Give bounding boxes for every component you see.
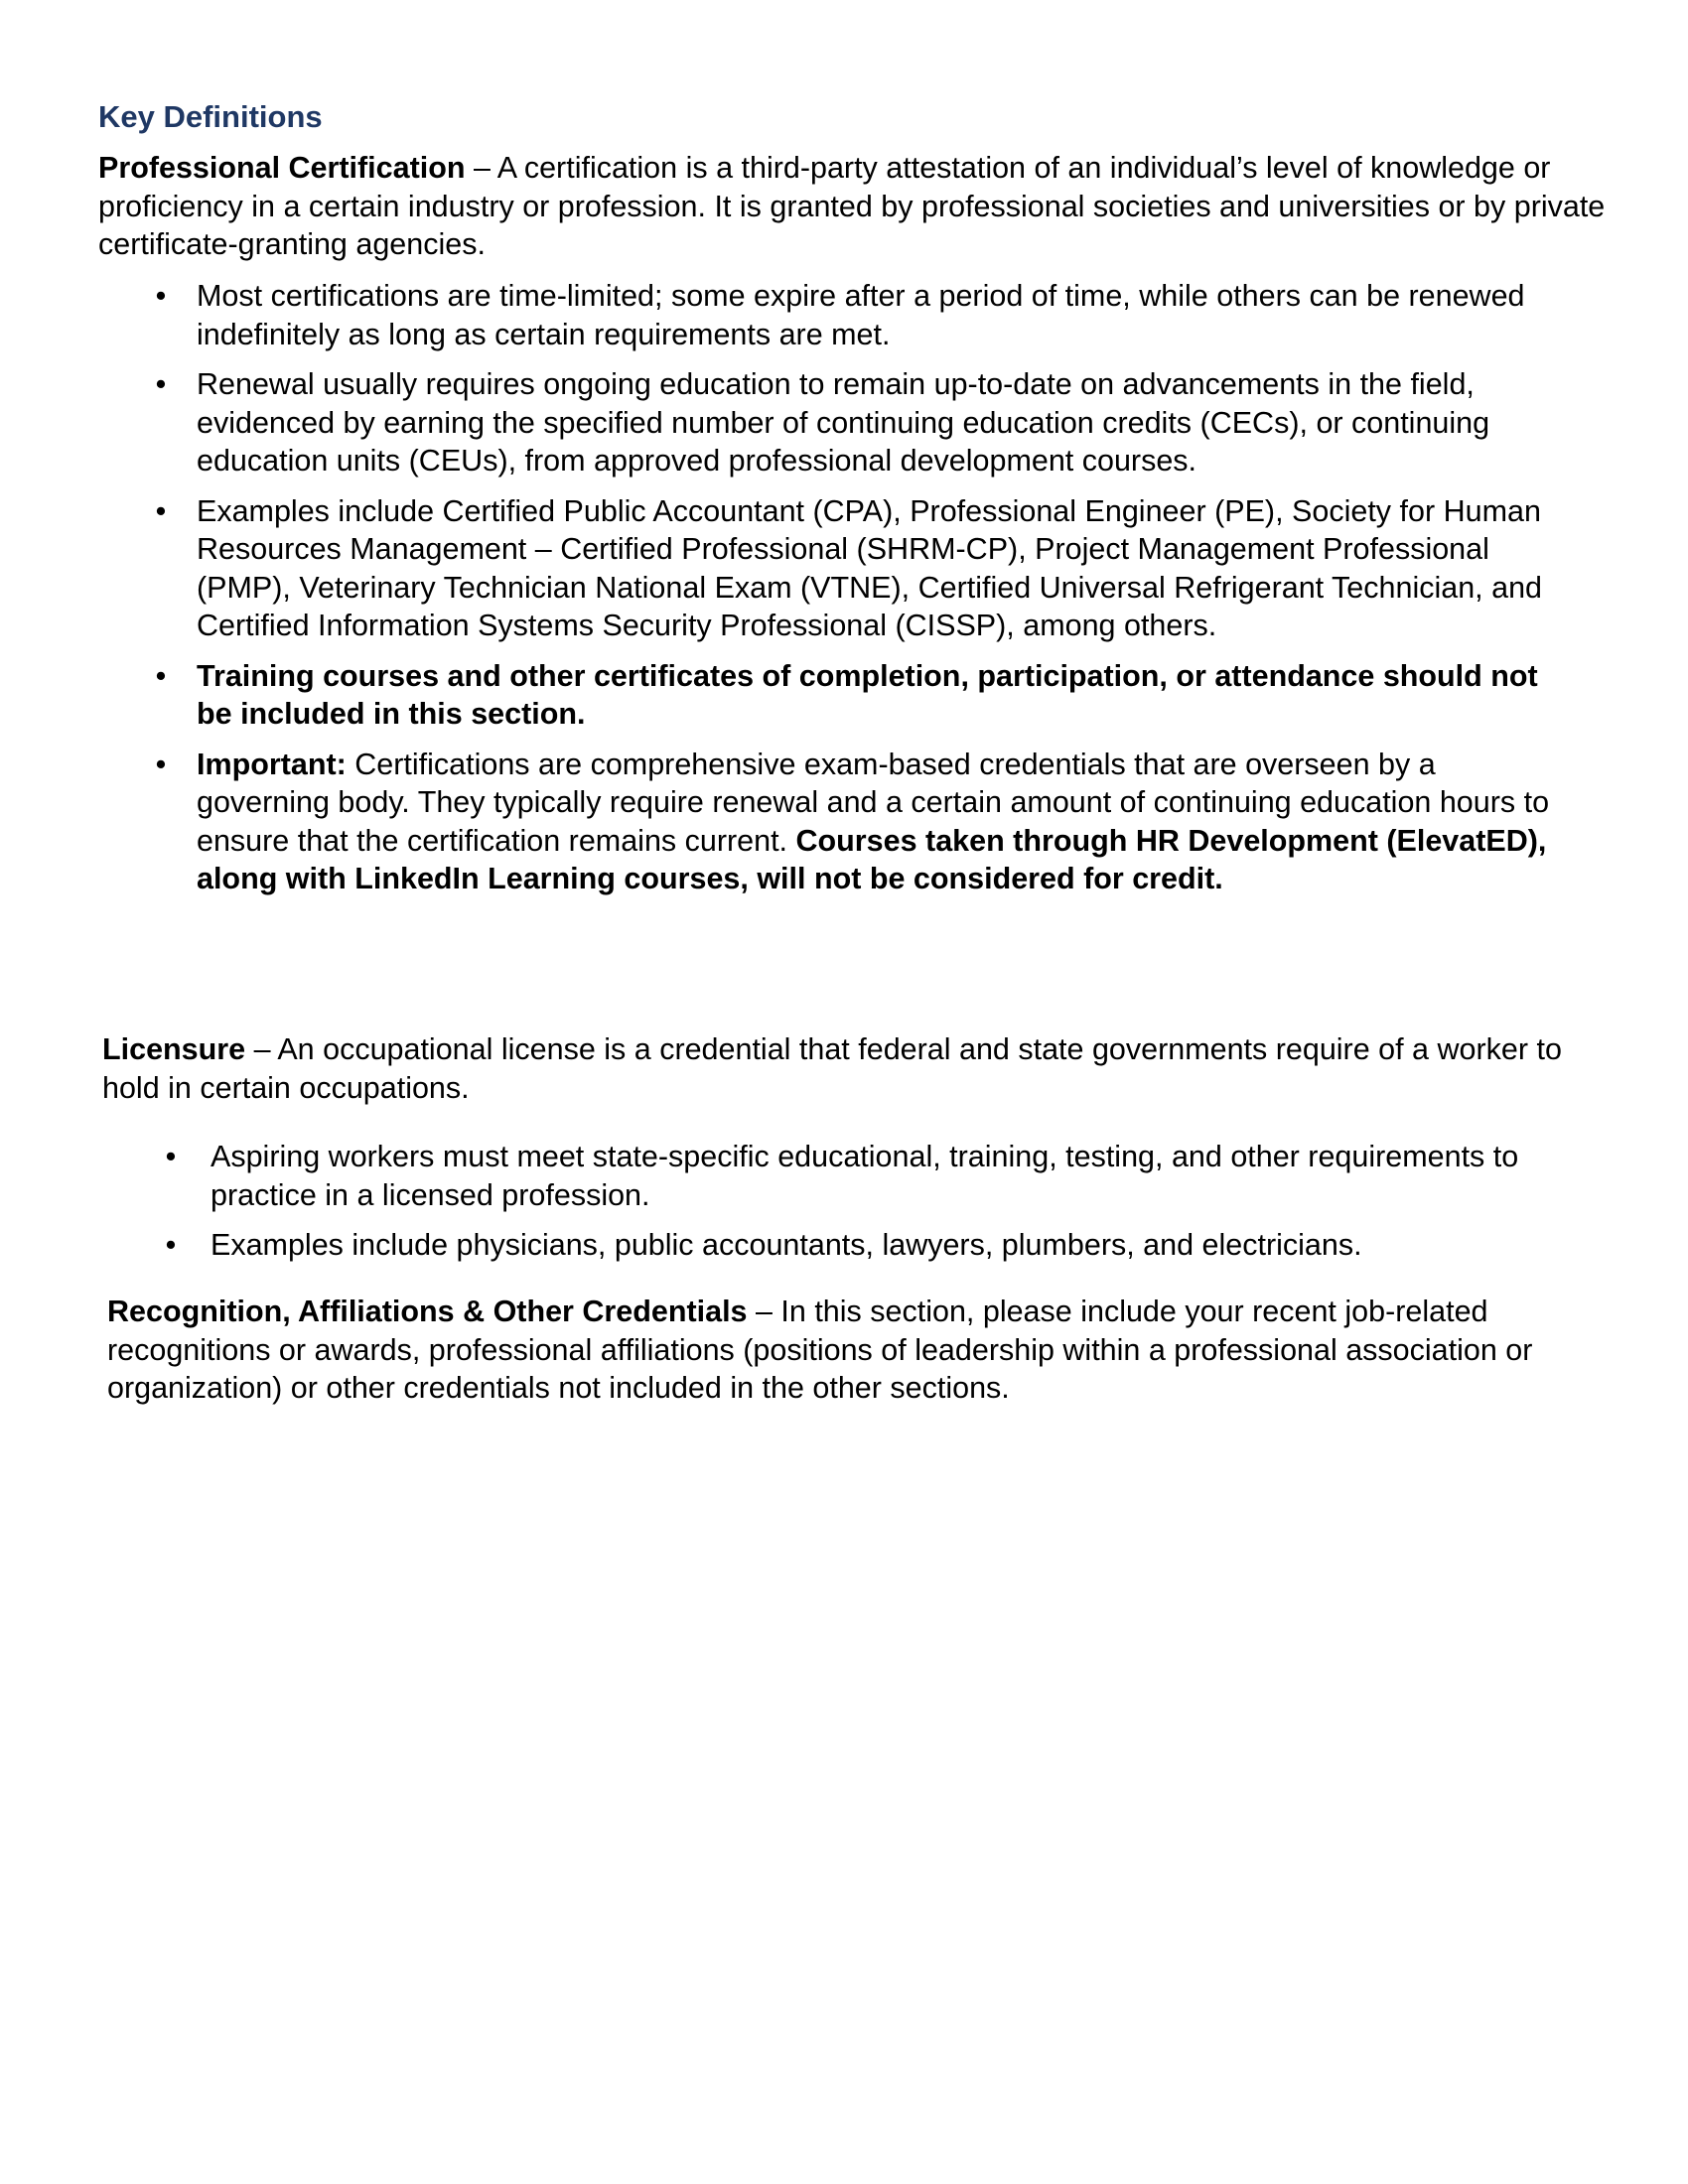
list-item — [98, 657, 1558, 734]
recognition-term: Recognition, Affiliations & Other Credentials — [107, 1295, 748, 1328]
bullet-icon: • — [165, 1140, 177, 1173]
certification-intro: – A certification is a third-party attestation of an individual’s level of knowledge or proficiency in a certain industry or profession. It is granted by professional societies and universities or by private certificate-granting agencies. — [98, 151, 1606, 261]
bullet-icon: • — [155, 658, 167, 693]
list-item — [98, 277, 1558, 353]
certification-definition — [98, 149, 1618, 264]
list-item — [98, 746, 1558, 898]
certification-term: Professional Certification — [98, 151, 466, 185]
recognition-intro: – In this section, please include your recent job-related recognitions or awards, professional affiliations (positions of leadership within a professional association or organization) or other credentials not included in the other sections. — [107, 1295, 1533, 1405]
bullet-icon: • — [165, 1228, 177, 1262]
recognition-definition — [107, 1293, 1617, 1408]
licensure-intro: – An occupational license is a credential that federal and state governments require of a worker to hold in certain occupations. — [102, 1032, 1562, 1105]
list-item — [108, 1226, 1568, 1265]
bullet-icon: • — [155, 279, 167, 313]
bullet-icon: • — [155, 367, 167, 401]
certification-bullet-text: Most certifications are time-limited; some expire after a period of time, while others can be renewed indefinitely as long as certain requirements are met. — [197, 279, 1525, 351]
bullet-icon: • — [155, 493, 167, 528]
list-item — [98, 365, 1558, 480]
certification-bullet-list — [98, 277, 1558, 910]
certification-bullet-text: Training courses and other certificates of completion, participation, or attendance should not be included in this section. — [197, 658, 1538, 731]
licensure-term: Licensure — [102, 1032, 246, 1066]
important-text: Certifications are comprehensive exam-based credentials that are overseen by a governing body. They typically require renewal and a certain amount of continuing education hours to ensure that the certification remains current. — [197, 747, 1550, 858]
bullet-icon: • — [155, 747, 167, 781]
certification-bullet-text: Examples include Certified Public Accountant (CPA), Professional Engineer (PE), Society for Human Resources Management – Certified Professional (SHRM-CP), Project Management Professional (PMP), Veterinary Technician National Exam (VTNE), Certified Universal Refrigerant Technician, and Certified Information Systems Security Professional (CISSP), among others. — [197, 493, 1543, 642]
licensure-definition — [102, 1030, 1612, 1107]
licensure-bullet-text: Examples include physicians, public accountants, lawyers, plumbers, and electricians. — [211, 1228, 1362, 1262]
page-title: Key Definitions — [98, 99, 323, 134]
important-label: Important: — [197, 747, 347, 781]
list-item — [98, 492, 1558, 645]
list-item — [108, 1138, 1568, 1214]
licensure-bullet-text: Aspiring workers must meet state-specific educational, training, testing, and other requirements to practice in a licensed profession. — [211, 1140, 1519, 1212]
licensure-bullet-list — [108, 1138, 1568, 1277]
important-bold-text: Courses taken through HR Development (ElevatED), along with LinkedIn Learning courses, will not be considered for credit. — [197, 823, 1547, 895]
certification-bullet-text: Renewal usually requires ongoing education to remain up-to-date on advancements in the field, evidenced by earning the specified number of continuing education credits (CECs), or continuing education units (CEUs), from approved professional development courses. — [197, 367, 1490, 478]
